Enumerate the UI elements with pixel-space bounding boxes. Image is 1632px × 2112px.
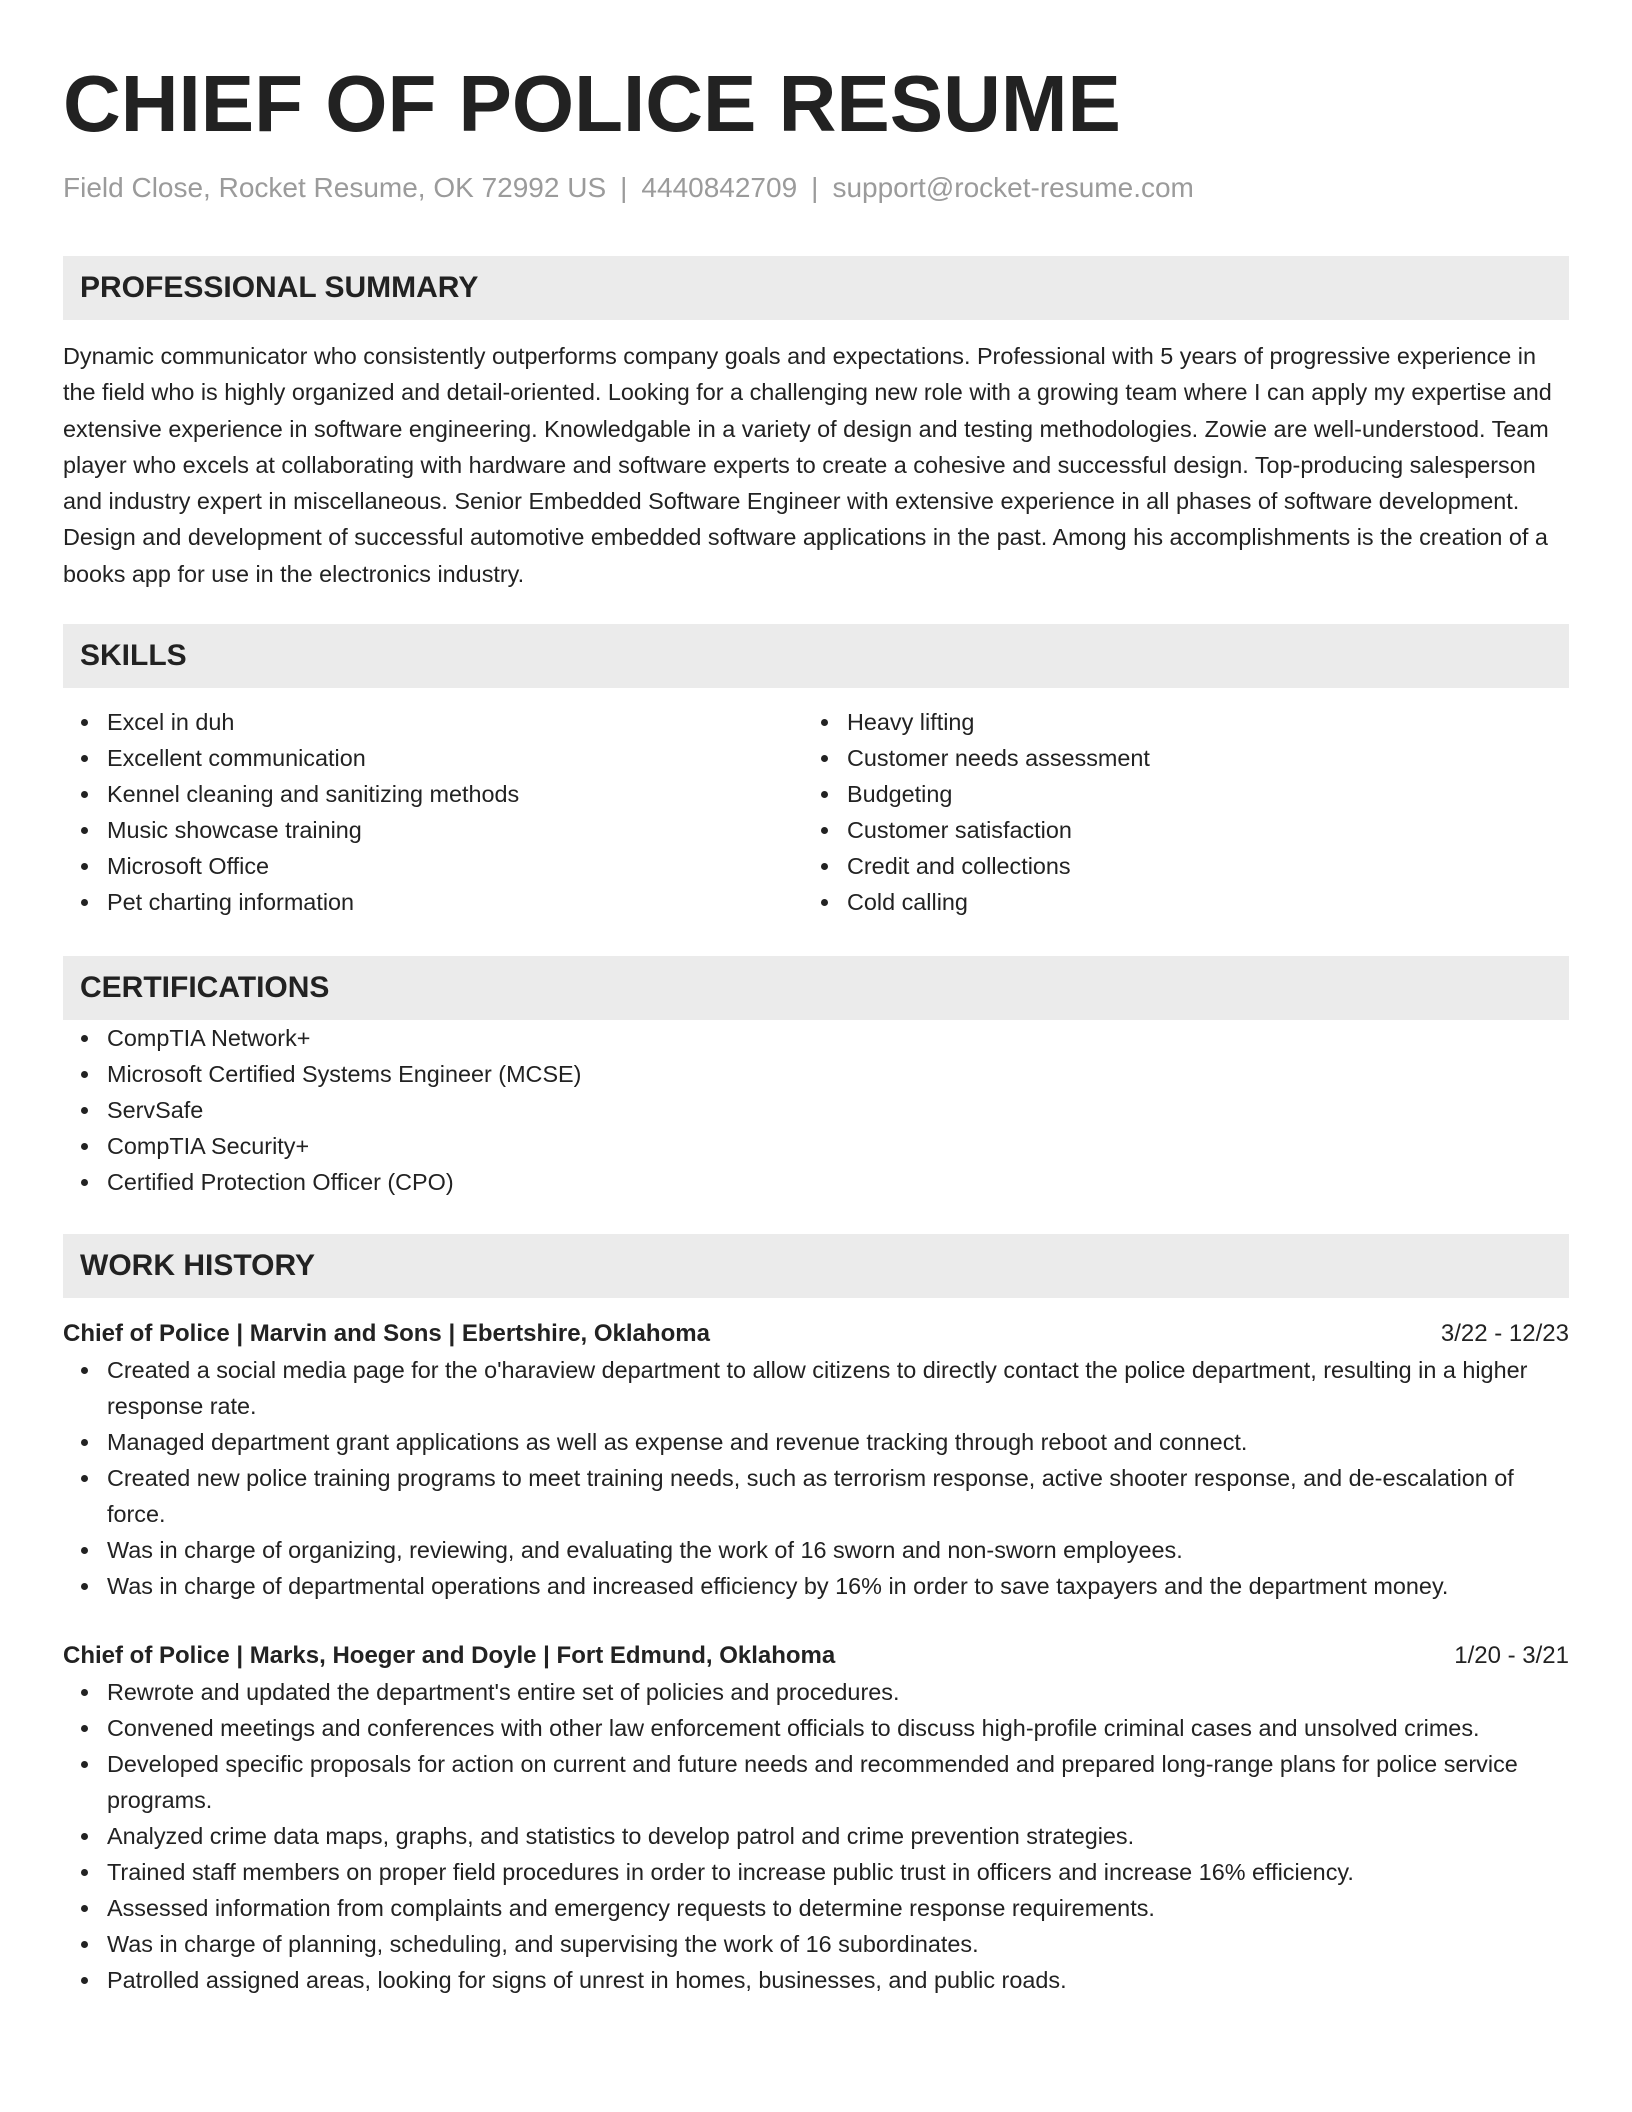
job-bullet: Created new police training programs to meet training needs, such as terrorism response, active shooter response, and de-escalation of force.: [63, 1460, 1569, 1532]
skill-item: Budgeting: [803, 776, 1543, 812]
job-bullet: Rewrote and updated the department's entire set of policies and procedures.: [63, 1674, 1569, 1710]
job-bullet: Patrolled assigned areas, looking for signs of unrest in homes, businesses, and public roads.: [63, 1962, 1569, 1998]
skill-item: Customer needs assessment: [803, 740, 1543, 776]
job-dates: 3/22 - 12/23: [1440, 1320, 1569, 1348]
job-bullet: Trained staff members on proper field procedures in order to increase public trust in officers and increase 16% efficiency.: [63, 1854, 1569, 1890]
job-bullets: [63, 1352, 1569, 1604]
skill-item: Customer satisfaction: [803, 812, 1543, 848]
job-title: Chief of Police | Marvin and Sons | Ebertshire, Oklahoma: [63, 1320, 710, 1348]
job-bullet: Was in charge of planning, scheduling, and supervising the work of 16 subordinates.: [63, 1926, 1569, 1962]
skills-list-right: [803, 704, 1543, 920]
section-header-summary: PROFESSIONAL SUMMARY: [63, 256, 1569, 320]
contact-separator: |: [811, 172, 819, 203]
job-bullet: Assessed information from complaints and emergency requests to determine response requirements.: [63, 1890, 1569, 1926]
section-header-skills: SKILLS: [63, 624, 1569, 688]
skill-item: Pet charting information: [63, 884, 803, 920]
certification-item: Microsoft Certified Systems Engineer (MCSE): [63, 1056, 1569, 1092]
job-bullet: Was in charge of departmental operations and increased efficiency by 16% in order to save taxpayers and the department money.: [63, 1568, 1569, 1604]
skill-item: Credit and collections: [803, 848, 1543, 884]
resume-title: CHIEF OF POLICE RESUME: [63, 59, 1121, 148]
skill-item: Excel in duh: [63, 704, 803, 740]
skill-item: Music showcase training: [63, 812, 803, 848]
certification-item: CompTIA Security+: [63, 1128, 1569, 1164]
skill-item: Cold calling: [803, 884, 1543, 920]
job-bullets: [63, 1674, 1569, 1998]
job-bullet: Created a social media page for the o'haraview department to allow citizens to directly contact the police department, resulting in a higher response rate.: [63, 1352, 1569, 1424]
certification-item: CompTIA Network+: [63, 1020, 1569, 1056]
job-bullet: Managed department grant applications as well as expense and revenue tracking through reboot and connect.: [63, 1424, 1569, 1460]
skills-list-left: [63, 704, 803, 920]
job-dates: 1/20 - 3/21: [1454, 1642, 1569, 1670]
certification-item: Certified Protection Officer (CPO): [63, 1164, 1569, 1200]
summary-text: Dynamic communicator who consistently outperforms company goals and expectations. Professional with 5 years of progressive experience in the field who is highly organized and detail-oriented. Looking for a challenging new role with a growing team where I can apply my expertise and extensive experience in software engineering. Knowledgable in a variety of design and testing methodologies. Zowie are well-understood. Team player who excels at collaborating with hardware and software experts to create a cohesive and successful design. Top-producing salesperson and industry expert in miscellaneous. Senior Embedded Software Engineer with extensive experience in all phases of software development. Design and development of successful automotive embedded software applications in the past. Among his accomplishments is the creation of a books app for use in the electronics industry.: [63, 343, 1552, 587]
job-entry: [63, 1316, 1569, 1604]
certifications-list: [63, 1020, 1569, 1200]
certification-item: ServSafe: [63, 1092, 1569, 1128]
skill-item: Kennel cleaning and sanitizing methods: [63, 776, 803, 812]
contact-email: support@rocket-resume.com: [832, 172, 1194, 203]
job-title: Chief of Police | Marks, Hoeger and Doyle | Fort Edmund, Oklahoma: [63, 1642, 836, 1670]
skill-item: Microsoft Office: [63, 848, 803, 884]
job-bullet: Developed specific proposals for action on current and future needs and recommended and prepared long-range plans for police service programs.: [63, 1746, 1569, 1818]
job-header: [63, 1316, 1569, 1352]
contact-line: [63, 170, 1569, 206]
contact-address: Field Close, Rocket Resume, OK 72992 US: [63, 172, 607, 203]
section-header-certifications: CERTIFICATIONS: [63, 956, 1569, 1020]
job-bullet: Convened meetings and conferences with other law enforcement officials to discuss high-profile criminal cases and unsolved crimes.: [63, 1710, 1569, 1746]
skill-item: Excellent communication: [63, 740, 803, 776]
job-header: [63, 1638, 1569, 1674]
section-header-work-history: WORK HISTORY: [63, 1234, 1569, 1298]
contact-separator: |: [620, 172, 628, 203]
skills-columns: [63, 704, 1569, 920]
skill-item: Heavy lifting: [803, 704, 1543, 740]
job-bullet: Was in charge of organizing, reviewing, and evaluating the work of 16 sworn and non-sworn employees.: [63, 1532, 1569, 1568]
job-entry: [63, 1638, 1569, 1998]
contact-phone: 4440842709: [641, 172, 798, 203]
job-bullet: Analyzed crime data maps, graphs, and statistics to develop patrol and crime prevention strategies.: [63, 1818, 1569, 1854]
